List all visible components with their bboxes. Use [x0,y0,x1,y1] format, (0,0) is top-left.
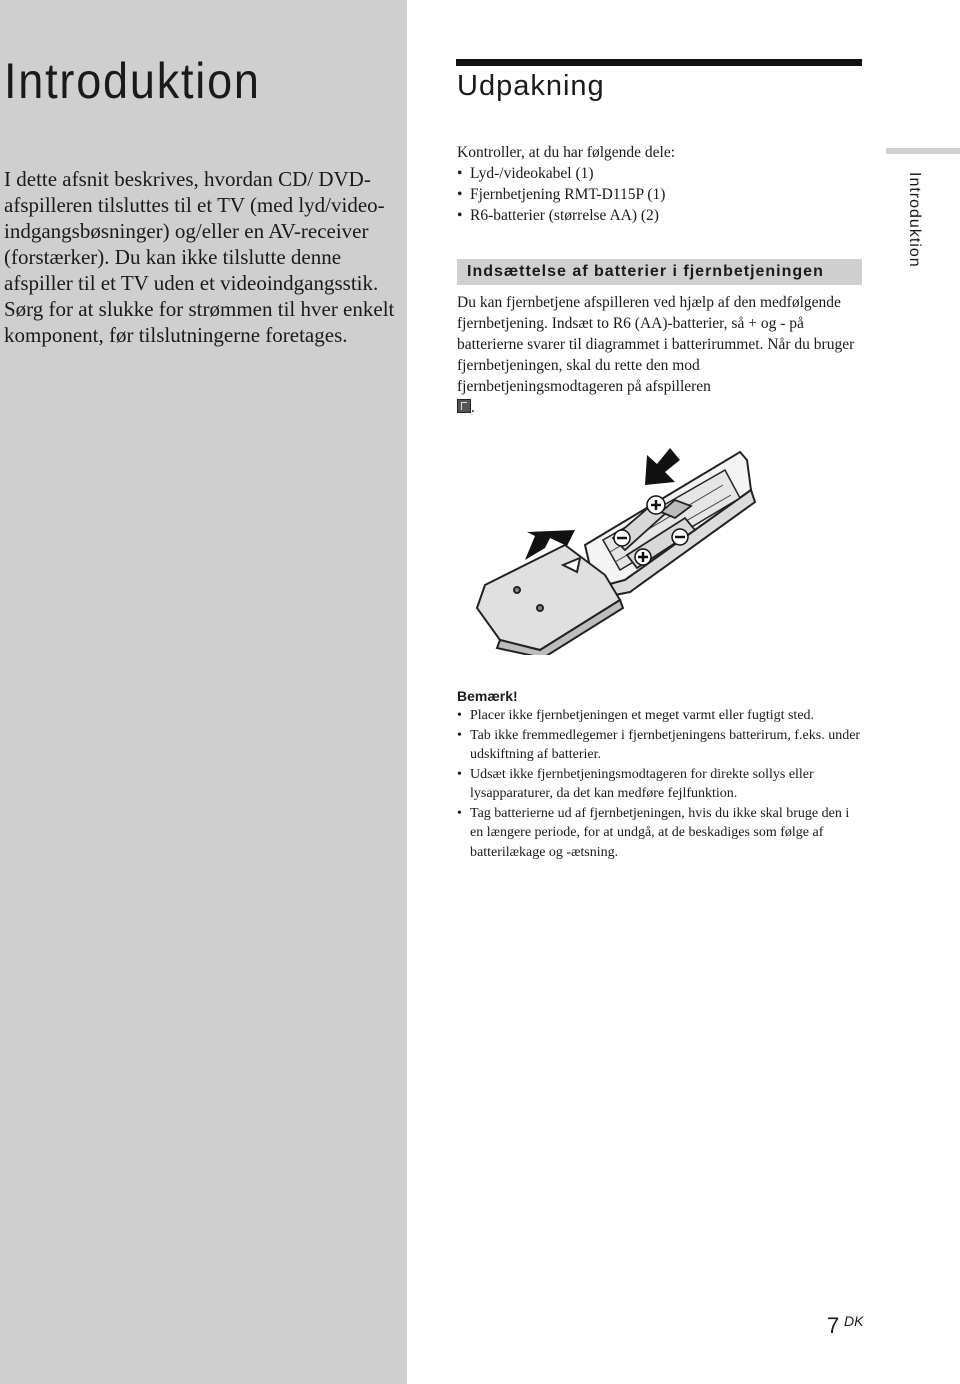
section-rule [456,59,862,66]
remote-body-drawing [585,452,755,598]
list-item: • Lyd-/videokabel (1) [457,163,857,184]
subheading: Indsættelse af batterier i fjernbetjeningen [457,259,862,285]
battery-instructions-end: . [471,399,475,416]
list-item: • R6-batterier (størrelse AA) (2) [457,205,857,226]
battery-instructions [457,292,862,418]
page-language-code: DK [844,1313,864,1329]
contents-list [457,163,857,226]
side-tab-bar [886,148,960,154]
list-item: • Tab ikke fremmedlegemer i fjernbetjeningens batterirum, f.eks. under udskiftning af batterier. [457,726,862,765]
page-number: 7 [827,1313,840,1338]
list-item: • Udsæt ikke fjernbetjeningsmodtageren for direkte sollys eller lysapparaturer, da det kan medføre fejlfunktion. [457,765,862,804]
note-heading: Bemærk! [457,688,518,704]
list-item: • Placer ikke fjernbetjeningen et meget varmt eller fugtigt sted. [457,706,862,726]
battery-insertion-illustration [455,440,775,655]
section-title: Udpakning [457,70,605,102]
battery-instructions-text: Du kan fjernbetjene afspilleren ved hjælp af den medfølgende fjernbetjening. Indsæt to R6 (AA)-batterier, så + og - på batterierne svarer til diagrammet i batterirummet. Når du bruger fjernbetjeningen, skal du rette den mod fjernbetjeningsmodtageren på afspilleren [457,294,855,395]
left-sidebar [0,0,407,1384]
chapter-title: Introduktion [4,53,261,109]
contents-intro: Kontroller, at du har følgende dele: [457,144,676,161]
remote-sensor-icon [457,399,471,413]
side-tab-label: Introduktion [906,172,923,268]
list-item: • Fjernbetjening RMT-D115P (1) [457,184,857,205]
note-list [457,706,862,862]
intro-paragraph: I dette afsnit beskrives, hvordan CD/ DVD-afspilleren tilsluttes til et TV (med lyd/video-indgangsbøsninger) og/eller en AV-receiver (forstærker). Du kan ikke tilslutte denne afspiller til et TV uden et videoindgangsstik. Sørg for at slukke for strømmen til hver enkelt komponent, før tilslutningerne foretages. [4,167,395,347]
list-item: • Tag batterierne ud af fjernbetjeningen, hvis du ikke skal bruge den i en længere periode, for at undgå, at de beskadiges som følge af batterilækage og -ætsning. [457,804,862,863]
